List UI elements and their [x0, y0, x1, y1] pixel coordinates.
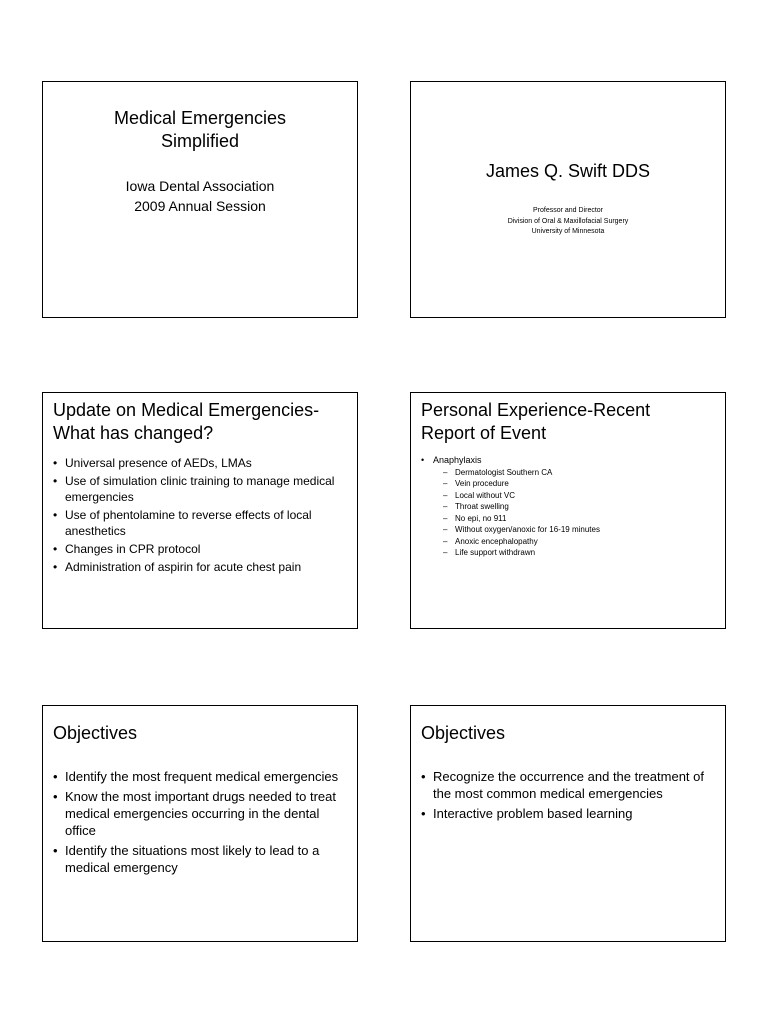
title-line: Simplified: [160, 131, 240, 151]
slide-heading: [421, 399, 717, 445]
slide-update: [42, 392, 358, 629]
heading-line: What has changed?: [53, 423, 214, 443]
sub-bullet-item: – Throat swelling: [443, 501, 717, 513]
bullet-item: • Identify the situations most likely to lead to a medical emergency: [53, 842, 349, 876]
slide-heading: [53, 399, 349, 445]
bullet-item: • Recognize the occurrence and the treatment of the most common medical emergencies: [421, 768, 717, 802]
presentation-title: [43, 107, 357, 153]
slide-heading: Objectives: [421, 723, 506, 743]
bullet-item: • Changes in CPR protocol: [53, 541, 349, 557]
author-name: James Q. Swift DDS: [485, 161, 651, 181]
sub-bullet-item: – Anoxic encephalopathy: [443, 536, 717, 548]
presentation-subtitle: [43, 176, 357, 216]
heading-line: Personal Experience-Recent: [421, 400, 651, 420]
bullet-item: • Use of phentolamine to reverse effects of local anesthetics: [53, 507, 349, 539]
bullet-list: [421, 768, 717, 825]
subtitle-line: Iowa Dental Association: [125, 178, 275, 194]
bullet-item: • Use of simulation clinic training to manage medical emergencies: [53, 473, 349, 505]
bullet-text: Anaphylaxis: [433, 455, 482, 465]
slide-objectives: [410, 705, 726, 942]
bullet-item: • Administration of aspirin for acute chest pain: [53, 559, 349, 575]
heading-line: Report of Event: [421, 423, 547, 443]
affiliation-line: Professor and Director: [532, 207, 604, 214]
bullet-item: • Know the most important drugs needed to treat medical emergencies occurring in the dental office: [53, 788, 349, 839]
bullet-item: • Universal presence of AEDs, LMAs: [53, 455, 349, 471]
sub-bullet-list: [433, 467, 717, 559]
sub-bullet-item: – Dermatologist Southern CA: [443, 467, 717, 479]
slide-author: [410, 81, 726, 318]
slide-objectives: [42, 705, 358, 942]
bullet-item: • Identify the most frequent medical emergencies: [53, 768, 349, 785]
sub-bullet-item: – No epi, no 911: [443, 513, 717, 525]
sub-bullet-item: – Local without VC: [443, 490, 717, 502]
sub-bullet-item: – Vein procedure: [443, 478, 717, 490]
author-affiliation: [411, 206, 725, 238]
affiliation-line: Division of Oral & Maxillofacial Surgery: [507, 217, 629, 225]
slide-title: [42, 81, 358, 318]
subtitle-line: 2009 Annual Session: [134, 198, 266, 214]
sub-bullet-item: – Life support withdrawn: [443, 547, 717, 559]
bullet-item: • Interactive problem based learning: [421, 805, 717, 822]
slide-heading: Objectives: [53, 723, 138, 743]
bullet-list: [53, 768, 349, 879]
slide-personal-experience: [410, 392, 726, 629]
affiliation-line: University of Minnesota: [531, 228, 605, 235]
title-line: Medical Emergencies: [113, 108, 287, 128]
sub-bullet-item: – Without oxygen/anoxic for 16-19 minutes: [443, 524, 717, 536]
bullet-list: [421, 455, 717, 559]
heading-line: Update on Medical Emergencies-: [53, 400, 320, 420]
bullet-list: [53, 455, 349, 577]
bullet-item: [421, 455, 717, 559]
